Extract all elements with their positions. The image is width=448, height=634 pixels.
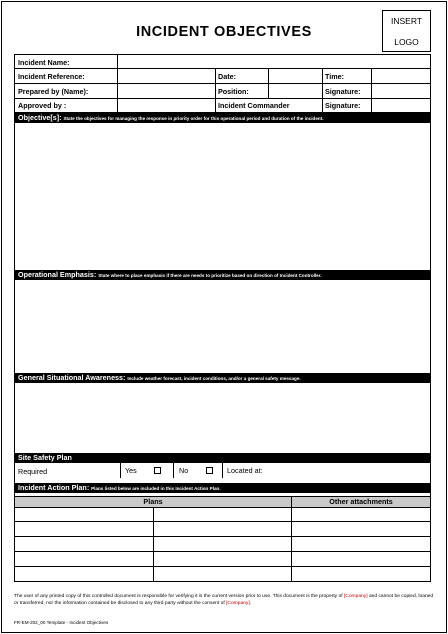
logo-line-2: LOGO — [394, 37, 419, 47]
site-safety-header — [15, 453, 430, 463]
operational-emphasis-instruction: State where to place emphasis if there are needs to prioritize based on direction of Incident Controller. — [98, 273, 322, 278]
objectives-instruction: State the objectives for managing the response in priority order for this operational period and duration of the incident. — [63, 116, 324, 121]
situational-awareness-header — [15, 373, 430, 383]
approved-by-label: Approved by : — [18, 101, 67, 110]
plans-table-row[interactable] — [15, 508, 430, 521]
document-reference: FR-EM-202_00 Template - Incident Objectives — [14, 620, 109, 625]
time-label: Time: — [325, 72, 345, 81]
footer-disclaimer — [14, 593, 434, 607]
attachments-column-header: Other attachments — [292, 497, 430, 507]
objectives-header — [15, 113, 430, 123]
form-title: INCIDENT OBJECTIVES — [136, 24, 312, 40]
incident-name-field[interactable] — [118, 56, 430, 68]
plans-table-row[interactable] — [15, 567, 430, 581]
action-plan-heading: Incident Action Plan: — [18, 483, 90, 492]
situational-awareness-instruction: Include weather forecast, incident conditions, and/or a general safety message. — [127, 376, 301, 381]
logo-line-1: INSERT — [390, 16, 423, 26]
time-field[interactable] — [372, 69, 430, 82]
position-label: Position: — [218, 87, 249, 96]
action-plan-instruction: Plans listed below are included in this Incident Action Plan. — [91, 486, 221, 491]
signature-label-1: Signature: — [325, 87, 361, 96]
position-field[interactable] — [269, 84, 321, 97]
yes-label: Yes — [125, 466, 137, 475]
required-label: Required — [18, 467, 48, 476]
objectives-heading: Objective[s]: — [18, 113, 62, 122]
incident-reference-label: Incident Reference: — [18, 72, 85, 81]
signature-field-1[interactable] — [372, 84, 430, 97]
situational-awareness-text-area[interactable] — [15, 383, 430, 453]
date-field[interactable] — [269, 69, 321, 82]
plans-table-row[interactable] — [15, 537, 430, 551]
signature-field-2[interactable] — [372, 99, 430, 112]
action-plan-header — [15, 483, 430, 493]
situational-awareness-heading: General Situational Awareness: — [18, 373, 126, 382]
no-label: No — [179, 466, 189, 475]
incident-reference-field[interactable] — [118, 69, 214, 82]
prepared-by-field[interactable] — [118, 84, 214, 97]
operational-emphasis-heading: Operational Emphasis: — [18, 270, 97, 279]
prepared-by-label: Prepared by (Name): — [18, 87, 89, 96]
incident-name-label: Incident Name: — [18, 58, 70, 67]
operational-emphasis-text-area[interactable] — [15, 280, 430, 373]
located-at-field[interactable] — [270, 464, 430, 477]
yes-checkbox[interactable] — [154, 467, 161, 474]
located-at-label: Located at: — [227, 466, 263, 475]
no-checkbox[interactable] — [206, 467, 213, 474]
operational-emphasis-header — [15, 270, 430, 280]
plans-table-row[interactable] — [15, 552, 430, 566]
footer-text-end: . — [249, 601, 252, 607]
objectives-text-area[interactable] — [15, 123, 430, 270]
site-safety-heading: Site Safety Plan — [18, 453, 72, 462]
plans-table-row[interactable] — [15, 522, 430, 536]
date-label: Date: — [218, 72, 236, 81]
plans-column-header: Plans — [15, 497, 291, 507]
incident-commander-label: Incident Commander — [218, 101, 290, 110]
footer-text-1: The user of any printed copy of this controlled document is responsible for verifying it is the current version prior to use. This document is the property of — [14, 594, 343, 599]
form-page — [1, 1, 447, 633]
footer-company-2: [Company] — [226, 601, 250, 607]
footer-company-1: [Company] — [343, 594, 368, 599]
footer-text-2: and cannot be copied, loaned or transferred, nor the information contained be disclosed to any third party without the consent of — [14, 594, 434, 607]
approved-by-field[interactable] — [118, 99, 214, 112]
logo-placeholder — [382, 10, 431, 52]
form-frame — [14, 54, 431, 582]
signature-label-2: Signature: — [325, 101, 361, 110]
